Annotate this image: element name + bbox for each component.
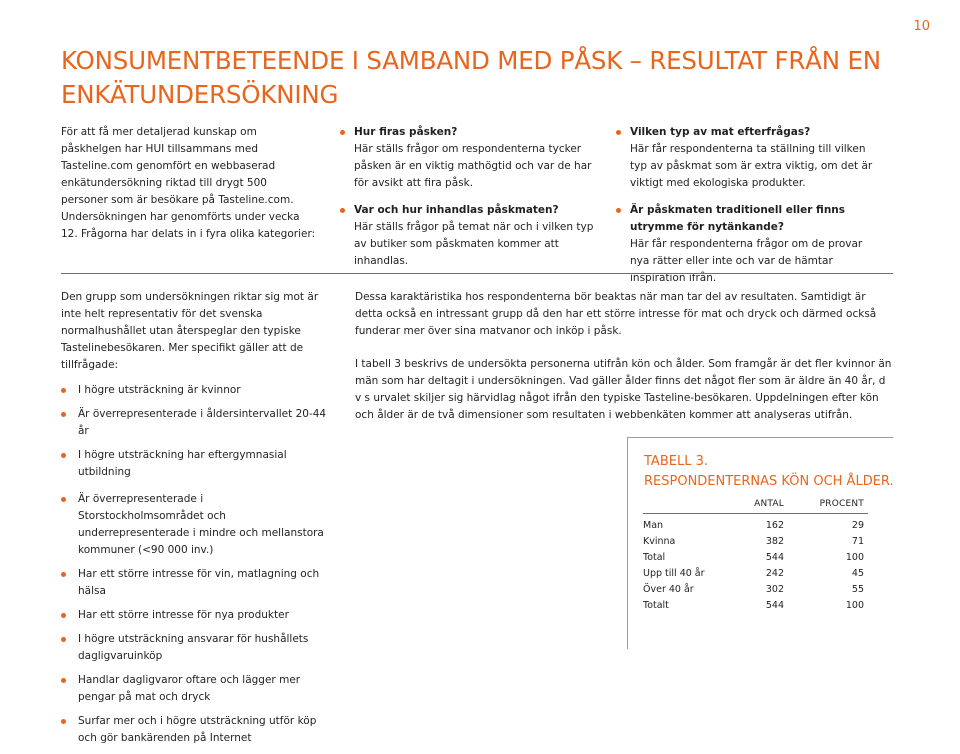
- page-title: KONSUMENTBETEENDE I SAMBAND MED PÅSK – RESULTAT FRÅN EN ENKÄTUNDERSÖKNING: [61, 46, 881, 109]
- table-header-row: [643, 497, 868, 511]
- list-item: I högre utsträckning är kvinnor: [61, 382, 327, 399]
- page-number: 10: [913, 19, 930, 34]
- table-cell: 100: [845, 552, 864, 563]
- table-cell: 382: [765, 536, 784, 547]
- table-cell: 242: [765, 568, 784, 579]
- list-item: Har ett större intresse för nya produkter: [61, 607, 327, 624]
- table-row: [643, 518, 868, 534]
- category-answer: Här får respondenterna ta ställning till vilken typ av påskmat som är extra viktig, om det är viktigt med ekologiska produkter.: [630, 143, 873, 189]
- table-title: [644, 452, 894, 492]
- respondent-table: [643, 497, 868, 614]
- table-row: [643, 550, 868, 566]
- results-text: [355, 289, 895, 440]
- list-item: I högre utsträckning har eftergymnasial utbildning: [61, 447, 327, 481]
- list-item: I högre utsträckning ansvarar för hushållets dagligvaruinköp: [61, 631, 327, 665]
- table-cell: 162: [765, 520, 784, 531]
- category-answer: Här får respondenterna frågor om de provar nya rätter eller inte och var de hämtar inspiration ifrån.: [630, 238, 863, 284]
- table-cell: 302: [765, 584, 784, 595]
- respondent-paragraph: Den grupp som undersökningen riktar sig mot är inte helt representativ för det svenska normalhushållet utan återspeglar den typiske Tastelinebesökaren. Mer specifikt gäller att de tillfrågade:: [61, 291, 319, 371]
- category-answer: Här ställs frågor om respondenterna tycker påsken är en viktig mathögtid och var de har för avsikt att fira påsk.: [354, 143, 592, 189]
- table-row: [643, 598, 868, 614]
- table-cell: Totalt: [643, 600, 669, 611]
- category-question: Var och hur inhandlas påskmaten?: [340, 202, 598, 219]
- respondent-traits-list: [61, 382, 327, 481]
- table-cell: 544: [765, 600, 784, 611]
- table-cell: Total: [643, 552, 666, 563]
- table-cell: 29: [851, 520, 864, 531]
- table-row: [643, 566, 868, 582]
- table-cell: Över 40 år: [643, 584, 694, 595]
- list-item: Surfar mer och i högre utsträckning utför köp och gör bankärenden på Internet: [61, 713, 327, 747]
- table-header-cell: ANTAL: [754, 499, 784, 509]
- table-header-rule: [643, 513, 868, 514]
- table-cell: 100: [845, 600, 864, 611]
- category-column-2: [616, 124, 878, 297]
- list-item: Har ett större intresse för vin, matlagning och hälsa: [61, 566, 327, 600]
- respondent-traits-list-continued: [61, 491, 327, 747]
- category-answer: Här ställs frågor på temat när och i vilken typ av butiker som påskmaten kommer att inhandlas.: [354, 221, 594, 267]
- table-number: TABELL 3.: [644, 454, 708, 469]
- list-item: Är överrepresenterade i åldersintervallet 20-44 år: [61, 406, 327, 440]
- table-cell: Kvinna: [643, 536, 676, 547]
- list-item: Handlar dagligvaror oftare och lägger mer pengar på mat och dryck: [61, 672, 327, 706]
- category-question: Hur firas påsken?: [340, 124, 598, 141]
- table-cell: Man: [643, 520, 664, 531]
- results-paragraph: I tabell 3 beskrivs de undersökta personerna utifrån kön och ålder. Som framgår är det fler kvinnor än män som har deltagit i undersökningen. Vad gäller ålder finns det något fler som är äldre än 40 år, d v s urvalet skiljer sig härvidlag något ifrån den typiske Tasteline-besökaren. Uppdelningen efter kön och ålder är de två dimensioner som resultaten i webbenkäten kommer att analyseras utifrån.: [355, 358, 892, 421]
- table-cell: Upp till 40 år: [643, 568, 705, 579]
- table-header-cell: PROCENT: [819, 499, 864, 509]
- intro-paragraph: För att få mer detaljerad kunskap om påskhelgen har HUI tillsammans med Tasteline.com genomfört en webbaserad enkätundersökning riktad till drygt 500 personer som är besökare på Tasteline.com. Undersökningen har genomförts under vecka 12. Frågorna har delats in i fyra olika kategorier:: [61, 126, 316, 240]
- table-cell: 55: [851, 584, 864, 595]
- table-cell: 544: [765, 552, 784, 563]
- table-cell: 45: [851, 568, 864, 579]
- table-cell: 71: [851, 536, 864, 547]
- category-column-1: [340, 124, 598, 280]
- list-item: Är överrepresenterade i Storstockholmsområdet och underrepresenterade i mindre och mellanstora kommuner (<90 000 inv.): [61, 491, 327, 559]
- table-row: [643, 582, 868, 598]
- table-row: [643, 534, 868, 550]
- table-header-cell: [643, 497, 737, 511]
- table-caption: RESPONDENTERNAS KÖN OCH ÅLDER.: [644, 474, 894, 489]
- category-question: Vilken typ av mat efterfrågas?: [616, 124, 878, 141]
- respondent-description: [61, 289, 327, 754]
- section-divider: [61, 273, 893, 274]
- category-question: Är påskmaten traditionell eller finns utrymme för nytänkande?: [616, 202, 878, 236]
- results-paragraph: Dessa karaktäristika hos respondenterna bör beaktas när man tar del av resultaten. Samtidigt är detta också en intressant grupp då den har ett större intresse för mat och dryck och därmed också funderar mer över sina matvanor och inköp i påsk.: [355, 291, 877, 337]
